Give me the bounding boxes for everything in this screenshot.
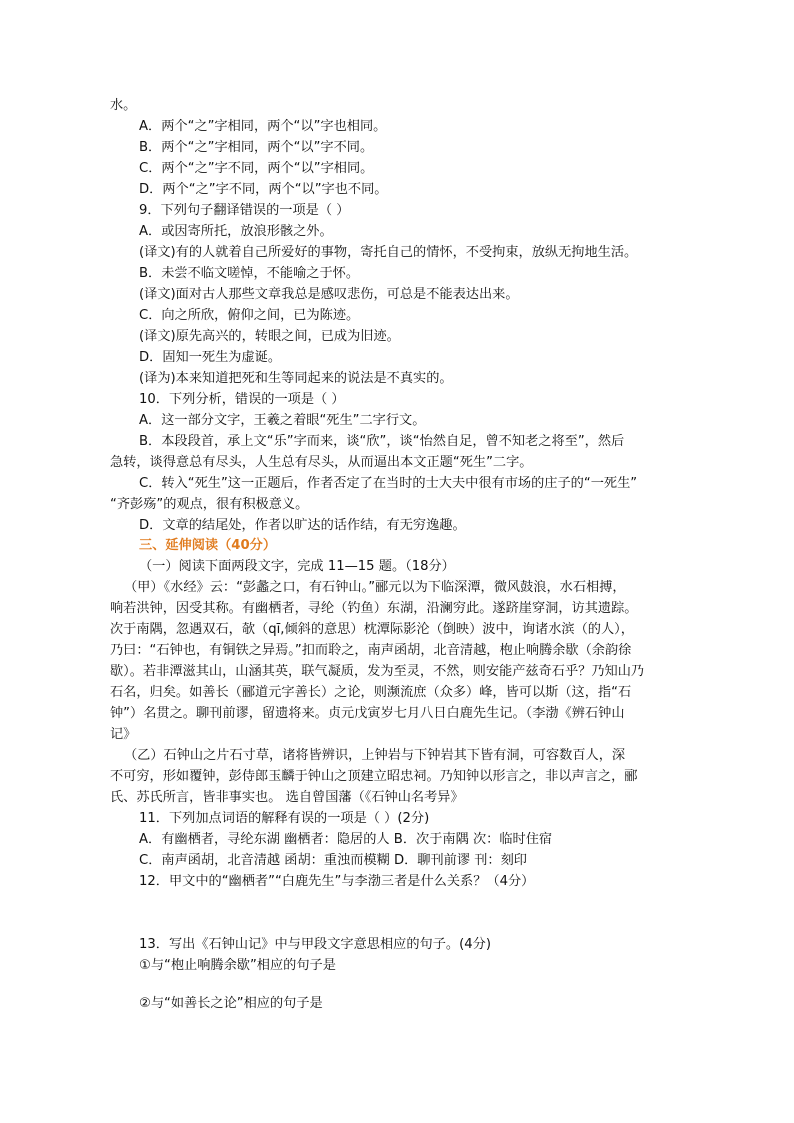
subquestion-1: ①与“枹止响腾余歇”相应的句子是: [139, 958, 336, 973]
option-b: B．两个“之”字相同，两个“以”字不同。: [139, 140, 374, 155]
option-d: D．固知一死生为虚诞。: [139, 350, 282, 365]
question-11: 11．下列加点词语的解释有误的一项是（ ）(2分): [139, 811, 430, 826]
option-b: B．未尝不临文嗟悼，不能喻之于怀。: [139, 266, 360, 281]
translation: (译文)原先高兴的，转眼之间，已成为旧迹。: [139, 329, 400, 344]
translation: (译为)本来知道把死和生等同起来的说法是不真实的。: [139, 371, 453, 386]
option-c-cont: “齐彭殇”的观点，很有积极意义。: [110, 497, 309, 512]
option-a: A．这一部分文字，王羲之着眼“死生”二字行文。: [139, 413, 426, 428]
passage-jia: 石名，归矣。如善长（郦道元字善长）之论，则濒流庶（众多）峰，皆可以斯（这，指“石: [110, 685, 632, 700]
passage-intro: （一）阅读下面两段文字，完成 11—15 题。（18分）: [139, 559, 455, 574]
option-a: A．或因寄所托，放浪形骸之外。: [139, 224, 333, 239]
option-d: D．两个“之”字不同，两个“以”字也不同。: [139, 182, 388, 197]
translation: (译文)面对古人那些文章我总是感叹悲伤，可总是不能表达出来。: [139, 287, 519, 302]
option-a: A．两个“之”字相同，两个“以”字也相同。: [139, 119, 387, 134]
passage-jia: 记》: [110, 727, 137, 742]
option-b-cont: 急转，谈得意总有尽头，人生总有尽头，从而逼出本文正题“死生”二字。: [110, 455, 533, 470]
passage-yi: 不可穷，形如覆钟，彭侍郎玉麟于钟山之顶建立昭忠祠。乃知钟以形言之，非以声言之，郦: [110, 769, 638, 784]
option-c: C．转入“死生”这一正题后，作者否定了在当时的士大夫中很有市场的庄子的“一死生”: [139, 476, 638, 491]
option-b: B．本段段首，承上文“乐”字而来，谈“欣”，谈“怡然自足，曾不知老之将至”，然后: [139, 434, 625, 449]
passage-jia: 歇）。若非潭滋其山，山涵其英，联气凝质，发为至灵，不然，则安能产兹奇石乎？乃知山乃: [110, 664, 645, 679]
passage-yi: （乙）石钟山之片石寸草，诸将皆辨识，上钟岩与下钟岩其下皆有洞，可容数百人，深: [124, 748, 626, 763]
option-c: C．两个“之”字不同，两个“以”字相同。: [139, 161, 374, 176]
passage-jia: （甲）《水经》云：“彭蠡之口，有石钟山。”郦元以为下临深潭，微风鼓浪，水石相搏，: [124, 580, 626, 595]
translation: (译文)有的人就着自己所爱好的事物，寄托自己的情怀，不受拘束，放纵无拘地生活。: [139, 245, 638, 260]
subquestion-2: ②与“如善长之论”相应的句子是: [139, 996, 323, 1011]
option-c: C．向之所欣，俯仰之间，已为陈迹。: [139, 308, 360, 323]
question-12: 12．甲文中的“幽栖者”“白鹿先生”与李渤三者是什么关系？（4分）: [139, 874, 535, 889]
option-d: D．文章的结尾处，作者以旷达的话作结，有无穷逸趣。: [139, 518, 466, 533]
question-9: 9．下列句子翻译错误的一项是（ ）: [139, 203, 350, 218]
question-10: 10．下列分析，错误的一项是（ ）: [139, 392, 345, 407]
section-heading: 三、延伸阅读（40分）: [139, 538, 277, 553]
passage-jia: 钟”）名贯之。聊刊前谬，留遗将来。贞元戊寅岁七月八日白鹿先生记。（李渤《辨石钟山: [110, 706, 625, 721]
passage-jia: 乃曰：“石钟也，有铜铁之异焉。”扣而聆之，南声函胡，北音清越，枹止响腾余歇（余韵徐: [110, 643, 632, 658]
passage-jia: 次于南隅，忽遇双石，欹（qī,倾斜的意思）枕潭际影沦（倒映）波中，询诸水滨（的人），: [110, 622, 634, 637]
passage-yi: 氏、苏氏所言，皆非事实也。 选自曾国藩（《石钟山名考异》: [110, 790, 464, 805]
option-cd: C．南声函胡，北音清越 函胡：重浊而模糊 D．聊刊前谬 刊：刻印: [139, 853, 527, 868]
passage-jia: 响若洪钟，因受其称。有幽栖者，寻纶（钓鱼）东湖，沿澜穷此。遂跻崖穿洞，访其遗踪。: [110, 601, 638, 616]
text-line: 水。: [110, 98, 137, 113]
question-13: 13．写出《石钟山记》中与甲段文字意思相应的句子。(4分): [139, 937, 491, 952]
option-ab: A．有幽栖者，寻纶东湖 幽栖者：隐居的人 B．次于南隅 次：临时住宿: [139, 832, 553, 847]
